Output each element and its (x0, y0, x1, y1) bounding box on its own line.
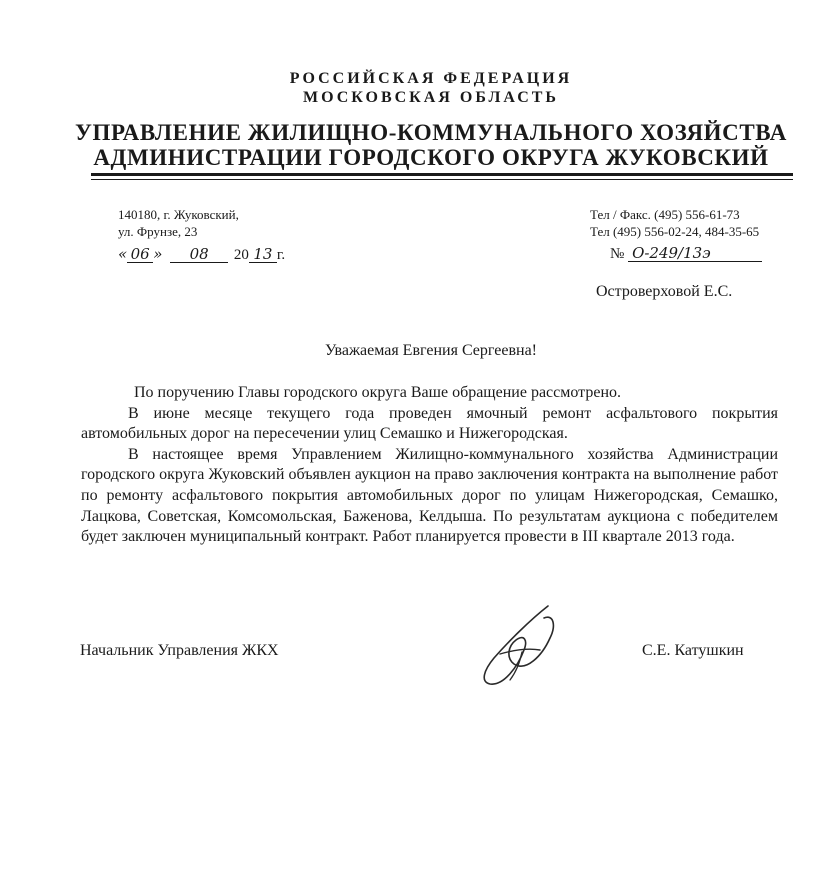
contacts-line2: Тел (495) 556-02-24, 484-35-65 (590, 224, 760, 239)
date-year-suffix: 13 (249, 246, 277, 263)
body-paragraph-3: В настоящее время Управлением Жилищно-коммунального хозяйства Администрации городского округа Жуковский объявлен аукцион на право заключения контракта на выполнение работ по ремонту асфальтового покрытия автомобильных дорог по улицам Нижегородская, Семашко, Лацкова, Советская, Комсомольская, Баженова, Келдыша. По результатам аукциона с победителем будет заключен муниципальный контракт. Работ планируется провести в III квартале 2013 года. (81, 445, 778, 546)
contacts-line1: Тел / Факс. (495) 556-61-73 (590, 207, 740, 222)
body-paragraph-1: По поручению Главы городского округа Ваше обращение рассмотрено. (134, 384, 622, 401)
header-country: РОССИЙСКАЯ ФЕДЕРАЦИЯ (289, 70, 573, 87)
header-rule-thin (91, 179, 793, 180)
letter-date (118, 245, 285, 264)
header-region: МОСКОВСКАЯ ОБЛАСТЬ (303, 89, 559, 106)
date-day: 06 (127, 246, 153, 263)
recipient: Островерховой Е.С. (596, 283, 733, 300)
date-month: 08 (170, 246, 228, 263)
header-rule-thick (91, 173, 793, 176)
body-paragraph-2: В июне месяце текущего года проведен ямочный ремонт асфальтового покрытия автомобильных дорог на пересечении улиц Семашко и Нижегородская. (81, 404, 778, 443)
header-org-line1: УПРАВЛЕНИЕ ЖИЛИЩНО-КОММУНАЛЬНОГО ХОЗЯЙСТВА (74, 120, 788, 145)
reference-number (610, 245, 762, 263)
date-year-prefix: 20 (233, 247, 249, 263)
address-line2: ул. Фрунзе, 23 (118, 224, 198, 239)
reference-value: О-249/13э (628, 245, 762, 262)
handwritten-signature (470, 600, 570, 690)
signatory-name: С.Е. Катушкин (642, 642, 744, 659)
date-open-quote: « (118, 245, 128, 263)
date-year-mark: г. (276, 247, 286, 263)
date-close-quote: » (153, 245, 163, 263)
signatory-position: Начальник Управления ЖКХ (80, 642, 279, 659)
reference-prefix: № (610, 246, 625, 262)
address-line1: 140180, г. Жуковский, (118, 207, 239, 222)
letter-body (81, 383, 778, 548)
greeting: Уважаемая Евгения Сергеевна! (324, 342, 538, 359)
header-org-line2: АДМИНИСТРАЦИИ ГОРОДСКОГО ОКРУГА ЖУКОВСКИЙ (93, 145, 769, 170)
